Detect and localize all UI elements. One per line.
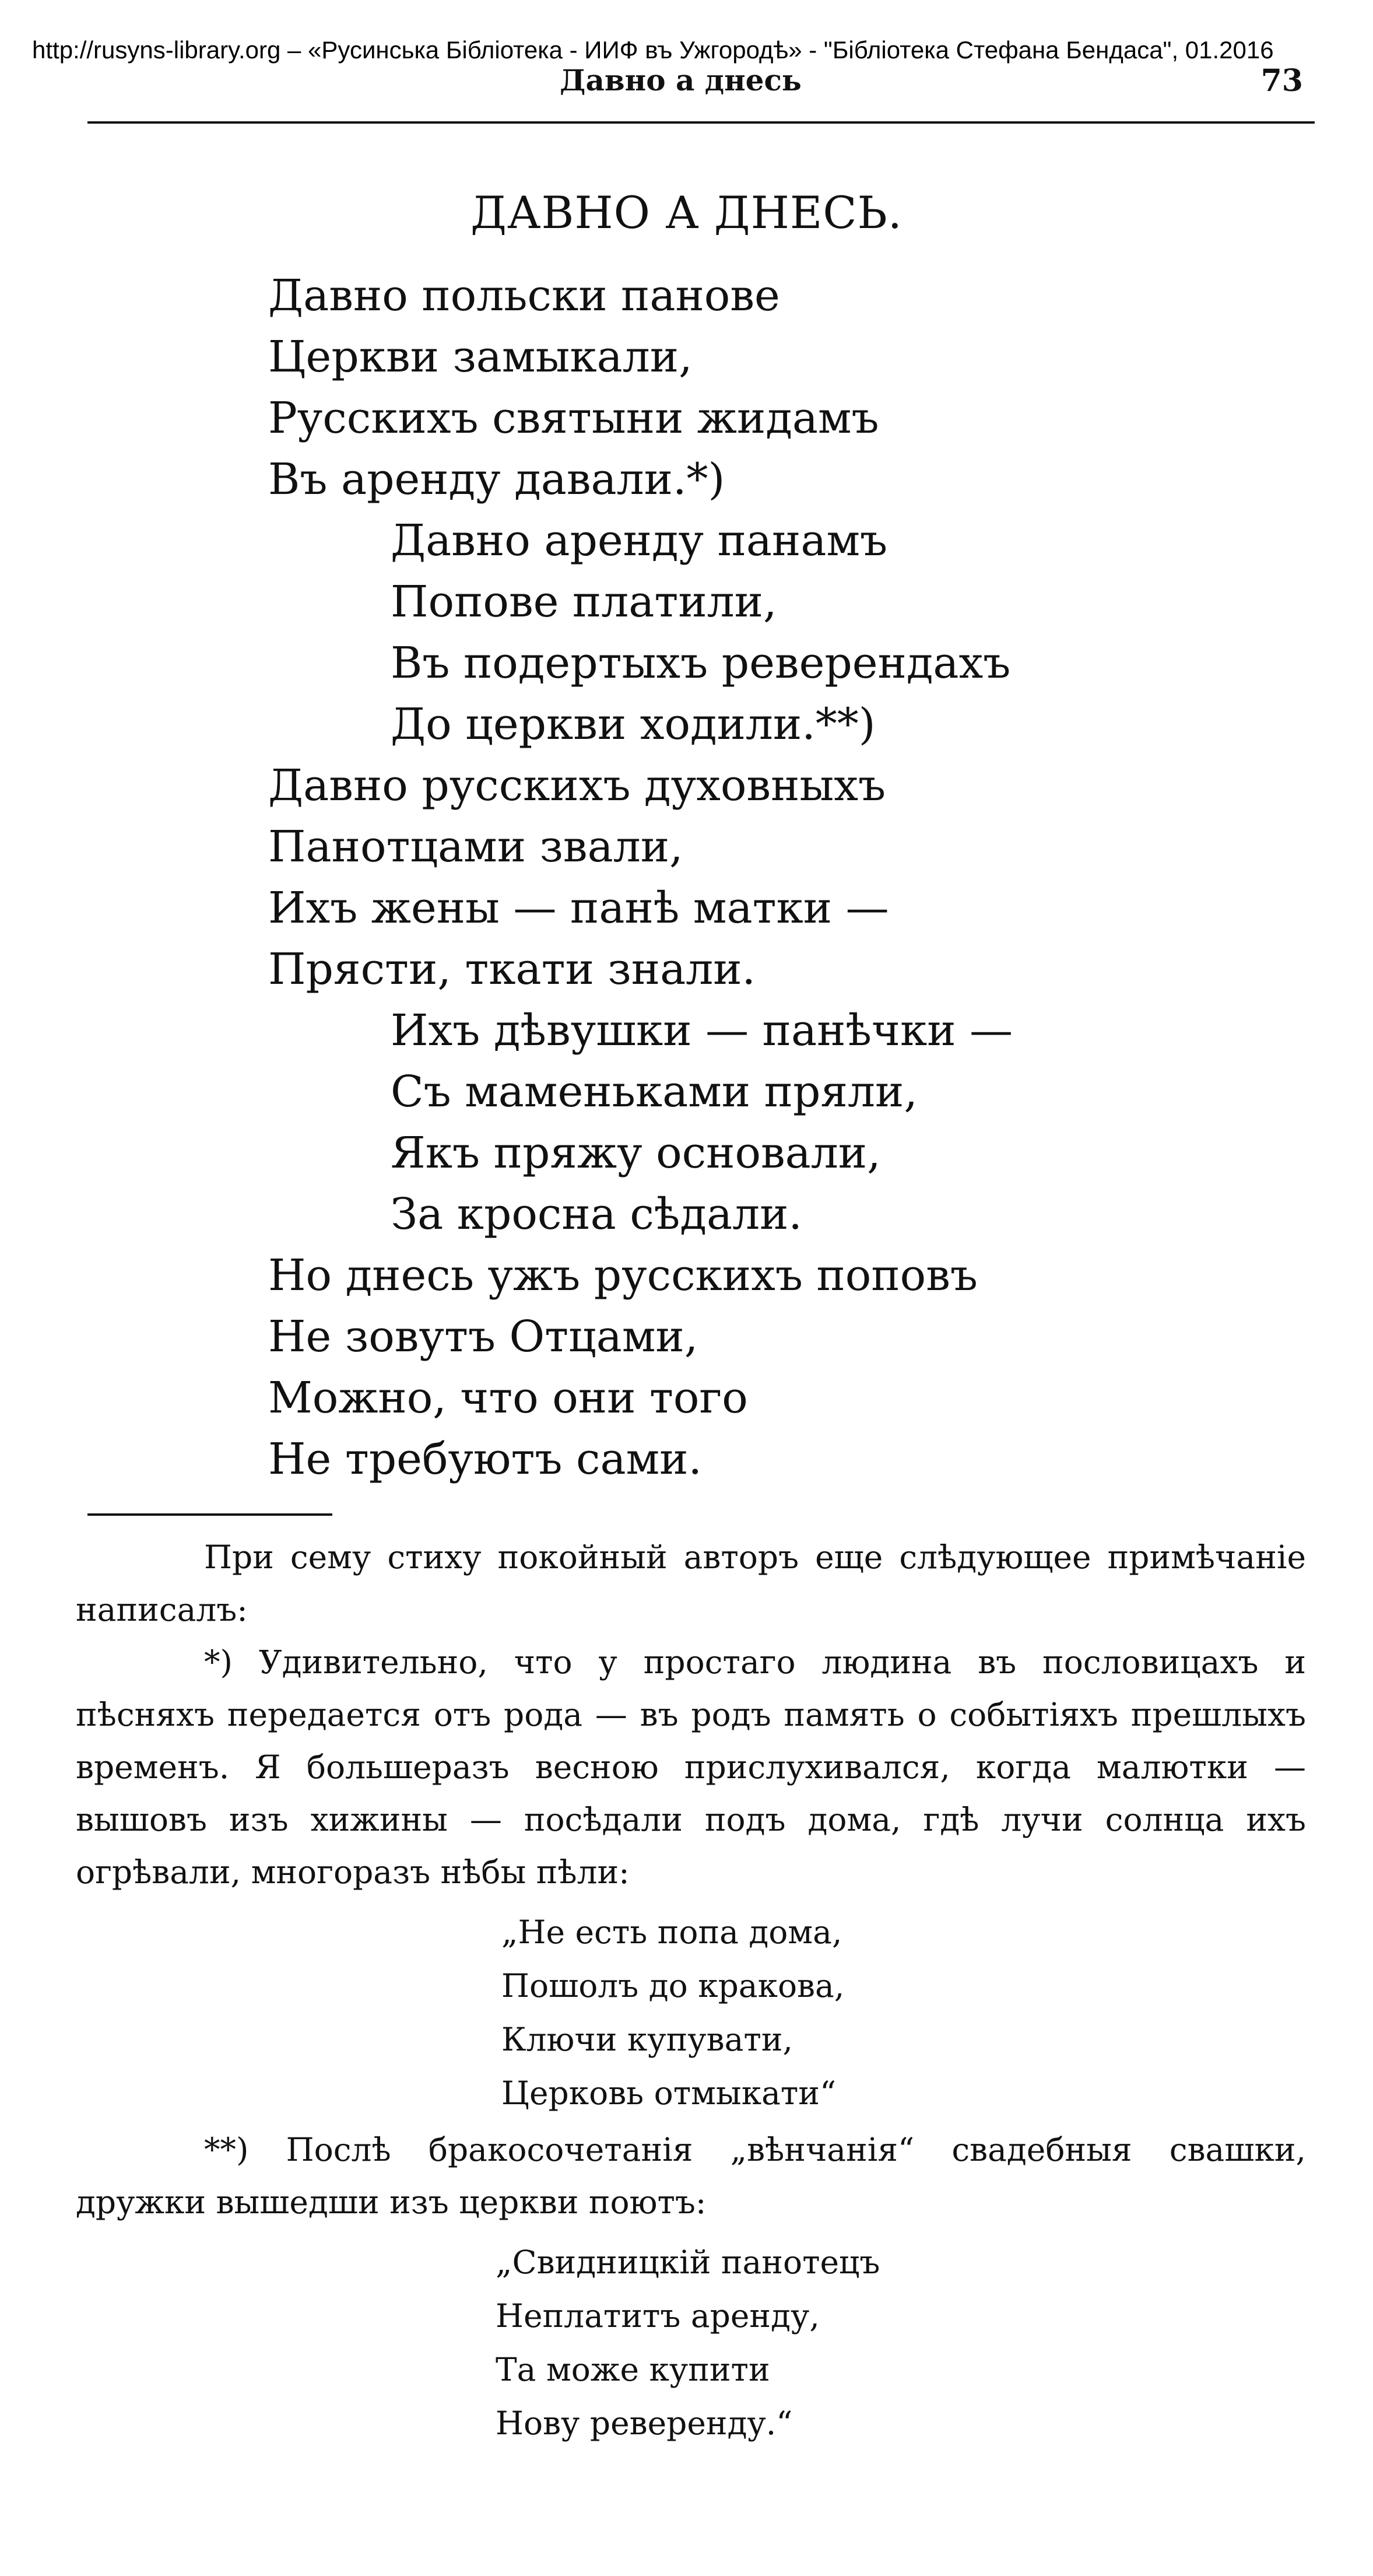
poem-line: Въ аренду давали.*) <box>268 454 725 504</box>
poem-line: Но днесь ужъ русскихъ поповъ <box>268 1250 978 1301</box>
notes-intro: При сему стиху покойный авторъ еще слѣдующее примѣчаніе написалъ: <box>76 1538 1306 1628</box>
poem-line: Не зовутъ Отцами, <box>268 1312 698 1362</box>
footnotes <box>76 1531 1306 2454</box>
verse-line: Та може купити <box>496 2351 770 2388</box>
verse-line: Церковь отмыкати“ <box>501 2074 837 2112</box>
verse-line: „Свидницкій панотецъ <box>496 2244 880 2281</box>
verse-line: „Не есть попа дома, <box>501 1913 842 1951</box>
page-number: 73 <box>1260 63 1303 99</box>
poem-title: ДАВНО А ДНЕСЬ. <box>470 187 903 239</box>
poem-line: Давно аренду панамъ <box>391 516 888 566</box>
footnote-rule <box>87 1513 332 1516</box>
poem-line: Попове платили, <box>391 577 777 627</box>
footnote-2: **) Послѣ бракосочетанія „вѣнчанія“ свадебныя свашки, дружки вышедши изъ церкви поютъ: <box>76 2131 1306 2221</box>
poem-line: Ихъ дѣвушки — панѣчки — <box>391 1005 1013 1056</box>
poem-line: Давно русскихъ духовныхъ <box>268 760 886 811</box>
footnote-1-verse <box>76 1905 1306 2120</box>
header-rule <box>87 121 1315 124</box>
verse-line: Неплатитъ аренду, <box>496 2297 820 2335</box>
footnote-1: *) Удивительно, что у простаго людина въ пословицахъ и пѣсняхъ передается отъ рода — въ родъ память о событіяхъ прешлыхъ временъ. Я большеразъ весною прислухивался, когда малютки — вышовъ изъ хижины — посѣдали подъ дома, гдѣ лучи солнца ихъ огрѣвали, многоразъ нѣбы пѣли: <box>76 1643 1306 1891</box>
poem-line: Съ маменьками пряли, <box>391 1067 918 1117</box>
poem-line: До церкви ходили.**) <box>391 699 876 749</box>
poem-line: Якъ пряжу основали, <box>391 1128 881 1178</box>
poem-line: Въ подертыхъ реверендахъ <box>391 638 1011 688</box>
running-head: Давно а днесь <box>560 63 802 97</box>
poem-line: За кросна сѣдали. <box>391 1189 802 1239</box>
source-url-line: http://rusyns-library.org – «Русинська Бібліотека - ИИФ въ Ужгородѣ» - "Бібліотека Стефана Бендаса", 01.2016 <box>32 36 1274 64</box>
poem-line: Русскихъ святыни жидамъ <box>268 393 879 443</box>
verse-line: Пошолъ до кракова, <box>501 1967 845 2004</box>
poem-line: Давно польски панове <box>268 271 780 321</box>
poem-line: Не требуютъ сами. <box>268 1434 702 1484</box>
poem-line: Можно, что они того <box>268 1373 748 1423</box>
verse-line: Нову реверенду.“ <box>496 2405 793 2442</box>
poem-line: Ихъ жены — панѣ матки — <box>268 883 889 933</box>
poem-line: Церкви замыкали, <box>268 332 693 382</box>
verse-line: Ключи купувати, <box>501 2021 793 2058</box>
poem-line: Панотцами звали, <box>268 822 683 872</box>
poem-body <box>0 265 1373 1490</box>
footnote-2-verse <box>76 2235 1306 2450</box>
poem-line: Прясти, ткати знали. <box>268 944 756 994</box>
